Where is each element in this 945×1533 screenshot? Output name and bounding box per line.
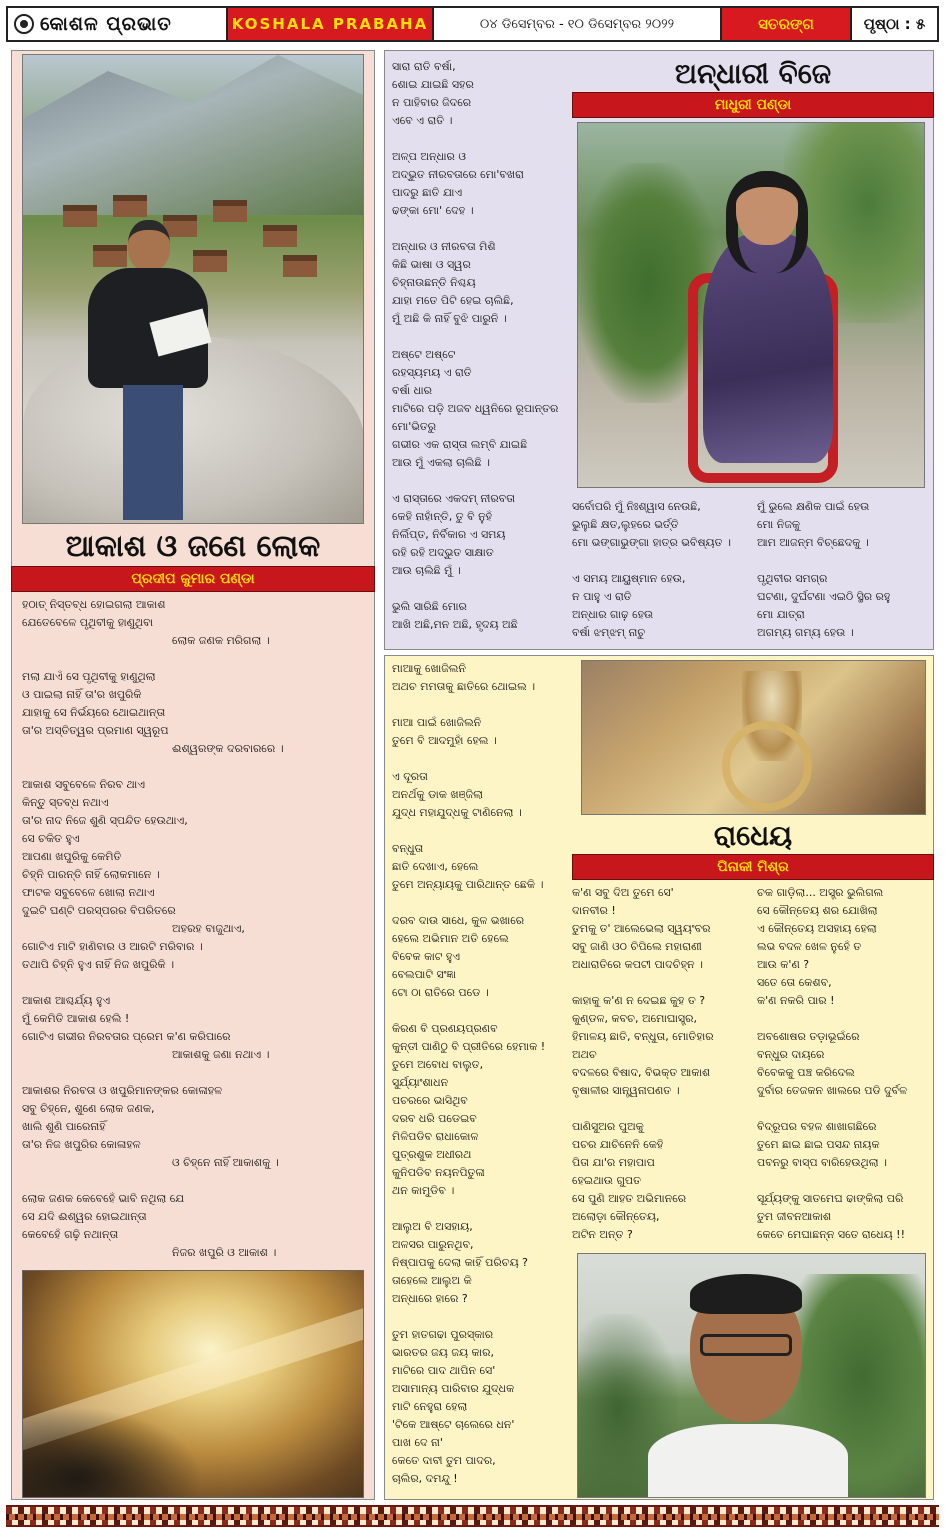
- photo-poet-pinaki: [577, 1253, 926, 1498]
- poem-body-radheya-col2: କ'ଣ ସବୁ ଦିଅ ତୁମେ ସେ' ଦାନବୀର ! ତୁମକୁ ତ' ଆଲେଭେଲା ସ୍ୱୟଂବର ସବୁ ଜାଣି ଓଠ ଚିପିଲେ ମହାରାଣୀ ଅଧାରାତିରେ କପଟୀ ପାଦଚିହ୍ନ । କାହାକୁ କ'ଣ ନ ଦେଇଛ କୁହ ତ ? କୁଣ୍ଡଳ, କବଚ, ଅମୋଘାସ୍ତ୍ର, ହିମାଳୟ ଛାତି, ବନ୍ଧୁତା, ମୋତିହାର ଅଥଚ ବଦଳରେ ବିଷାଦ, ବିଭକ୍ତ ଆକାଶ ବୃଷାଳୀର ସାନ୍ତ୍ୱନାପଣତ । ପାଣିସୁଅର ପୁଅକୁ ପଚର ଯାଚିନେନି କେହି ପିତା ଯା'ର ମହାପାପ ହେଇଥାଉ ଗୁପତ ସେ ପୁଣି ଆହତ ଅଭିମାନରେ ଅଲୋଡ଼ା କୌନ୍ତେୟ, ଅଟିନ ଅନ୍ତ ?: [572, 886, 714, 1241]
- masthead: [6, 6, 939, 42]
- poem-body-radheya-col1: ମାଆକୁ ଖୋଜିଲନି ଅଥଚ ମମତାକୁ ଛାତିରେ ଥୋଇଲ । ମାଆ ପାଇଁ ଖୋଜିଲନି ତୁମେ ବି ଆଦମୁହାଁ ହେଲ । ଏ ଦୂରତା ଅନର୍ଥକୁ ଡାକ ଖଞ୍ଜିଲା ଯୁଦ୍ଧ ମହାଯୁଦ୍ଧକୁ ଟାଣିନେଲା । ବନ୍ଧୁତା ଛାତି ଦେଖାଏ, ହେଲେ ତୁମେ ଅନ୍ୟାୟକୁ ପାରିଥାନ୍ତ ଛେକି । ଦରବ ଦାଉ ସାଧେ, କୁଳ ଭଖାରେ ହେଲେ ଅଭିମାନ ଅତି ହେଲେ ବିବେକ କାଟ ହୁଏ ବେଲପାଟି ସଂଜ୍ଞା ଟୋ ଠା ରାତିରେ ପଡେ । କିରଣ ବି ପ୍ରଣୟପ୍ରଣବ କୁନ୍ତୀ ପାଣିଠୁ ବି ପ୍ରୀତିରେ ହେମାକ ! ତୁମେ ଅବୋଧ ବାଲୁତ, ସୁର୍ଯ୍ୟାଂଶାଧନ ପଚରରେ ଭାସିଥିବ ଦରବ ଧରି ପଡେଇବ ମିଳିପଡିବ ରାଧାକୋଳ ପୁତ୍ରଶୁକ ଅଧୀରଥ କୁନିପଡିବ ନୟନପିତୁଳା ଥନ କାମୁଡିବ । ଆଲୁଅ ବି ଅସହାୟ, ଅଳସର ପାରୁନଥିବ, ନିଷ୍ପାପକୁ ଦେଲା କାହିଁ ପରିଚୟ ? ତାହେଲେ ଆଲୁଅ କି ଅନ୍ଧାରେ ହାରେ ? ତୁମ ହାତଗଢା ପୁରସ୍କାର ଭାରତର ଜୟ ଜୟ କାର, ମାଟିରେ ପାଦ ଥାପିନ ସେ' ଅସାମାନ୍ୟ ପାରିବାର ଯୁଦ୍ଧକ ମାଟି ନେହୁରା ହେଲା 'ଟିକେ ଆଷ୍ଟେ ଚାଲେରେ ଧନ' ପାଖ ଦେ ନା' କେତେ ଦାବୀ ତୁମ ପାଦର, ଚାଲିର, ଦମନ୍ଦୁ !: [392, 662, 546, 1485]
- poem-line: ଲୋକ ଜଣକ ମରିଗଲା ।: [172, 634, 270, 647]
- poem-line: ସେ ଯଦି ଈଶ୍ୱର ହୋଇଥାନ୍ତା: [22, 1210, 147, 1223]
- poem-line: ଓ ପାଇଲା ନାହିଁ ତା'ର ଖପୁରିକି: [22, 688, 142, 701]
- poem-line: ସେ ଚକିତ ହୁଏ: [22, 832, 80, 845]
- poem-line: ତା'ର ନିଜ ଖପୁରିର କୋଳାହଳ: [22, 1138, 141, 1151]
- poem-line: ଯାହାକୁ ସେ ନିର୍ଭୟରେ ଥୋଇଥାନ୍ତା: [22, 706, 166, 719]
- poem-line: ଆକାଶ ସବୁବେଳେ ନିରବ ଥାଏ: [22, 778, 145, 791]
- poem-title-andhari: ଅନ୍ଧାରୀ ବିଜେ: [674, 57, 832, 90]
- poem-line: ତଥାପି ଚିହ୍ନି ହୁଏ ନାହିଁ ନିଜ ଖପୁରିକି ।: [22, 958, 175, 971]
- author-byline-pinaki: ପିନାକୀ ମିଶ୍ର: [572, 854, 934, 880]
- poem-line: ଆକାଶକୁ ଜଣା ନଥାଏ ।: [172, 1048, 270, 1061]
- photo-poet-pradip: [22, 54, 364, 524]
- emblem-icon: [14, 14, 34, 34]
- poem-line: [22, 974, 367, 992]
- newspaper-name: KOSHALA PRABAHA: [228, 8, 434, 40]
- poem-body-andhari-col2: ସର୍ବୋପରି ମୁଁ ନିଃଶ୍ୱାସ ନେଉଛି, ଭୁଲୁଛି କ୍ଷତ,ଲୁହରେ ଭର୍ତ୍ତି ମୋ ଭଙ୍ଗାଭୁଙ୍ଗା ହାତ୍‌ର ଭବିଷ୍ୟତ । ଏ ସମୟ ଆୟୁଷ୍ମାନ ହେଉ, ନ ପାହୁ ଏ ରାତି ଅନ୍ଧାର ଗାଢ଼ ହେଉ ବର୍ଷା ଝମ୍‌ଝମ୍ ନାଚୁ: [572, 500, 731, 639]
- poem-line: [22, 1172, 367, 1190]
- poem-line: ଗୋଟିଏ ଗଭୀର ନିରବତାର ପ୍ରେମ କ'ଣ କରିପାରେ: [22, 1030, 231, 1043]
- painting-illustration: [22, 1270, 364, 1498]
- poem-line: [22, 758, 367, 776]
- poem-line: ଆପଣା ଖପୁରିକୁ କେମିତି: [22, 850, 122, 863]
- poem-line: [22, 1064, 367, 1082]
- poem-body-akash: [22, 596, 367, 1262]
- poem-line: ହଠାତ୍ ନିସ୍ତବ୍ଧ ହୋଇଗଲା ଆକାଶ: [22, 598, 166, 611]
- poem-line: ନିଜର ଖପୁରି ଓ ଆକାଶ ।: [172, 1246, 277, 1259]
- poem-line: ଚିହ୍ନି ପାରନ୍ତି ନାହିଁ ଲୋକମାନେ ।: [22, 868, 160, 881]
- poem-line: ସବୁ ଚିହ୍ନେ, ଶୁଣେ ଲୋକ ଜଣକ,: [22, 1102, 155, 1115]
- poem-line: କେବେହେଁ ଗଢ଼ି ନଥାନ୍ତା: [22, 1228, 119, 1241]
- poem-line: ଓ ଚିହ୍ନେ ନାହିଁ ଆକାଶକୁ ।: [172, 1156, 279, 1169]
- poem-line: ମଲା ଯାଏଁ ସେ ପୃଥିବୀକୁ ହାଣୁଥିଲା: [22, 670, 156, 683]
- poem-title-akash: ଆକାଶ ଓ ଜଣେ ଲୋକ: [65, 529, 321, 564]
- poem-title-radheya: ରାଧେୟ: [713, 819, 793, 852]
- poem-line: ଆକାଶ ଆଶ୍ଚର୍ଯ୍ୟ ହୁଏ: [22, 994, 111, 1007]
- poem-body-andhari-col1: ସାରା ରାତି ବର୍ଷା, ଶୋଇ ଯାଇଛି ସହର ନ ପାହିବାର ଜିଦରେ ଏବେ ଏ ରାତି । ଅଳ୍ପ ଅନ୍ଧାର ଓ ଅଦ୍ଭୁତ ନୀରବତାରେ ମୋ'ବଖରା ପାଦରୁ ଛାତି ଯାଏ ଢଙ୍କା ମୋ' ଦେହ । ଅନ୍ଧାର ଓ ନୀରବତା ମିଶି କିଛି ଭାଷା ଓ ସ୍ୱର ଚିହ୍ନାଉଛନ୍ତି ନିଶ୍ଚୟ ଯାହା ମତେ ପିଟି ହେଇ ଚାଲିଛି, ମୁଁ ଅଛି କି ନାହିଁ ବୁଝି ପାରୁନି । ଅଷ୍ଟେ ଅଷ୍ଟେ ରହସ୍ୟମୟ ଏ ରାତି ବର୍ଷା ଧାର ମାଟିରେ ପଡ଼ି ଅଜବ ଧ୍ୱନିରେ ରୂପାନ୍ତର ମୋ'ଭିତରୁ ଗଭୀର ଏକ ରାସ୍ତା ଲମ୍ବି ଯାଇଛି ଆଉ ମୁଁ ଏକଲା ଚାଲିଛି । ଏ ରାସ୍ତାରେ ଏକଦମ୍ ନୀରବତା କେହି ନାହାଁନ୍ତି, ତୁ ବି ନୁହଁ ନିର୍ଲିପ୍ତ, ନିର୍ବିକାର ଏ ସମୟ ରହି ରହି ଅଦ୍ଭୁତ ସାକ୍ଷାତ ଆଉ ଚାଲିଛି ମୁଁ । ଭୁଲି ସାରିଛି ମୋର ଆଖି ଅଛି,ମନ ଅଛି, ହୃଦୟ ଅଛି: [392, 60, 559, 631]
- poem-body-andhari-col3: ମୁଁ ଭୁଲେ କ୍ଷଣିକ ପାଇଁ ହେଉ ମୋ ନିଜକୁ ଆମ ଆଜନ୍ମ ବିଚ୍ଛେଦକୁ । ପୃଥିବୀର ସମଗ୍ର ଘଟଣା, ଦୁର୍ଘଟଣା ଏଇଠି ସ୍ଥିର ରହୁ ମୋ ଯାତ୍ରା ଅଗମ୍ୟ ଗମ୍ୟ ହେଉ ।: [757, 500, 891, 639]
- poem-line: ଦୁଇଟି ଘଣ୍ଟି ପରସ୍ପରର ବିପରିତରେ: [22, 904, 176, 917]
- photo-karna-chariot: [581, 660, 926, 815]
- page-number: ପୃଷ୍ଠା : ୫: [863, 15, 926, 33]
- ornamental-border: [6, 1505, 939, 1527]
- poem-line: ତା'ର ଅସ୍ତିତ୍ୱର ପ୍ରମାଣ ସ୍ୱରୂପ: [22, 724, 169, 737]
- poem-line: ଆକାଶର ନିରବତା ଓ ଖପୁରିମାନଙ୍କର କୋଳାହଳ: [22, 1084, 223, 1097]
- poem-line: ଯେତେବେଳେ ପୃଥିବୀକୁ ହାଣୁଥିବା: [22, 616, 154, 629]
- issue-date: ୦୪ ଡିସେମ୍ବର - ୧୦ ଡିସେମ୍ବର ୨୦୨୨: [434, 8, 722, 40]
- poem-line: [22, 650, 367, 668]
- poem-line: ଗୋଟିଏ ମାଟି ହାଣିବାର ଓ ଆରଟି ମରିବାର ।: [22, 940, 203, 953]
- section-name: ସତରଙ୍ଗ: [722, 8, 852, 40]
- poem-line: ତା'ର ନାଦ ନିଜେ ଶୁଣି ସ୍ପନ୍ଦିତ ହେଉଥାଏ,: [22, 814, 188, 827]
- poem-line: ଲୋକ ଜଣକ କେବେହେଁ ଭାବି ନଥିଲା ଯେ: [22, 1192, 185, 1205]
- poem-line: ମୁଁ କେମିତି ଆକାଶ ହେଲି !: [22, 1012, 130, 1025]
- poem-line: ଅହରହ ବାଜୁଥାଏ,: [172, 922, 245, 935]
- poem-body-radheya-col3: ଚକ ଗାଡ଼ିଲା... ଅସ୍ତ୍ର ଭୁଲିଗଲ ସେ କୌନ୍ତେୟ ଶର ଯୋଖିଲା ଏ କୌନ୍ତେୟ ଅସହାୟ ହେଲା ଲଭ ବଦଳ ଖେଳ ନୁହେଁ ତ ଆଉ କ'ଣ ? ସତେ ତୋ କେଶବ, କ'ଣ ନକରି ପାର ! ଅବଶୋଷର ତଡ଼ାଭୂଇଁରେ ବନ୍ଧୁର ଦାୟରେ ବିବେକକୁ ପଞ୍ଚ କରିଦେଲ ଦୁର୍ବାର ତେଜକନ ଖାଲରେ ପଡି ଦୁର୍ବଳ ବିଦ୍ରୂପର ବହଳ ଶାଖାଗଛିରେ ତୁମେ ଛାଇ ଛାଇ ପସନ୍ଦ ନାୟକ ପବନରୁ ବାସ୍ପ ବାରିହେଉଥିଲା । ସୂର୍ଯ୍ୟଙ୍କୁ ସାତମେଘ ଢାଙ୍କିଲା ପରି ତୁମ ଜୀବନଆକାଶ କେତେ ମେଘାଛନ୍ନ ସତେ ରାଧେୟ !!: [757, 886, 908, 1241]
- photo-poet-madhuri: [577, 122, 925, 488]
- author-byline-pradip: ପ୍ରଦୀପ କୁମାର ପଣ୍ଡା: [11, 566, 375, 592]
- poem-line: ଈଶ୍ୱରଙ୍କ ଦରବାରରେ ।: [172, 742, 284, 755]
- poem-line: କିନ୍ତୁ ସ୍ତବ୍ଧ ନଥାଏ: [22, 796, 109, 809]
- author-byline-madhuri: ମାଧୁରୀ ପଣ୍ଡା: [572, 92, 934, 118]
- logo-text: କୋଶଳ ପ୍ରଭାତ: [40, 13, 172, 35]
- poem-line: ଖାଲି ଶୁଣି ପାରେନାହିଁ: [22, 1120, 106, 1133]
- poem-line: ଫାଟକ ସବୁବେଳେ ଖୋଲା ନଥାଏ: [22, 886, 155, 899]
- newspaper-logo: [8, 8, 228, 40]
